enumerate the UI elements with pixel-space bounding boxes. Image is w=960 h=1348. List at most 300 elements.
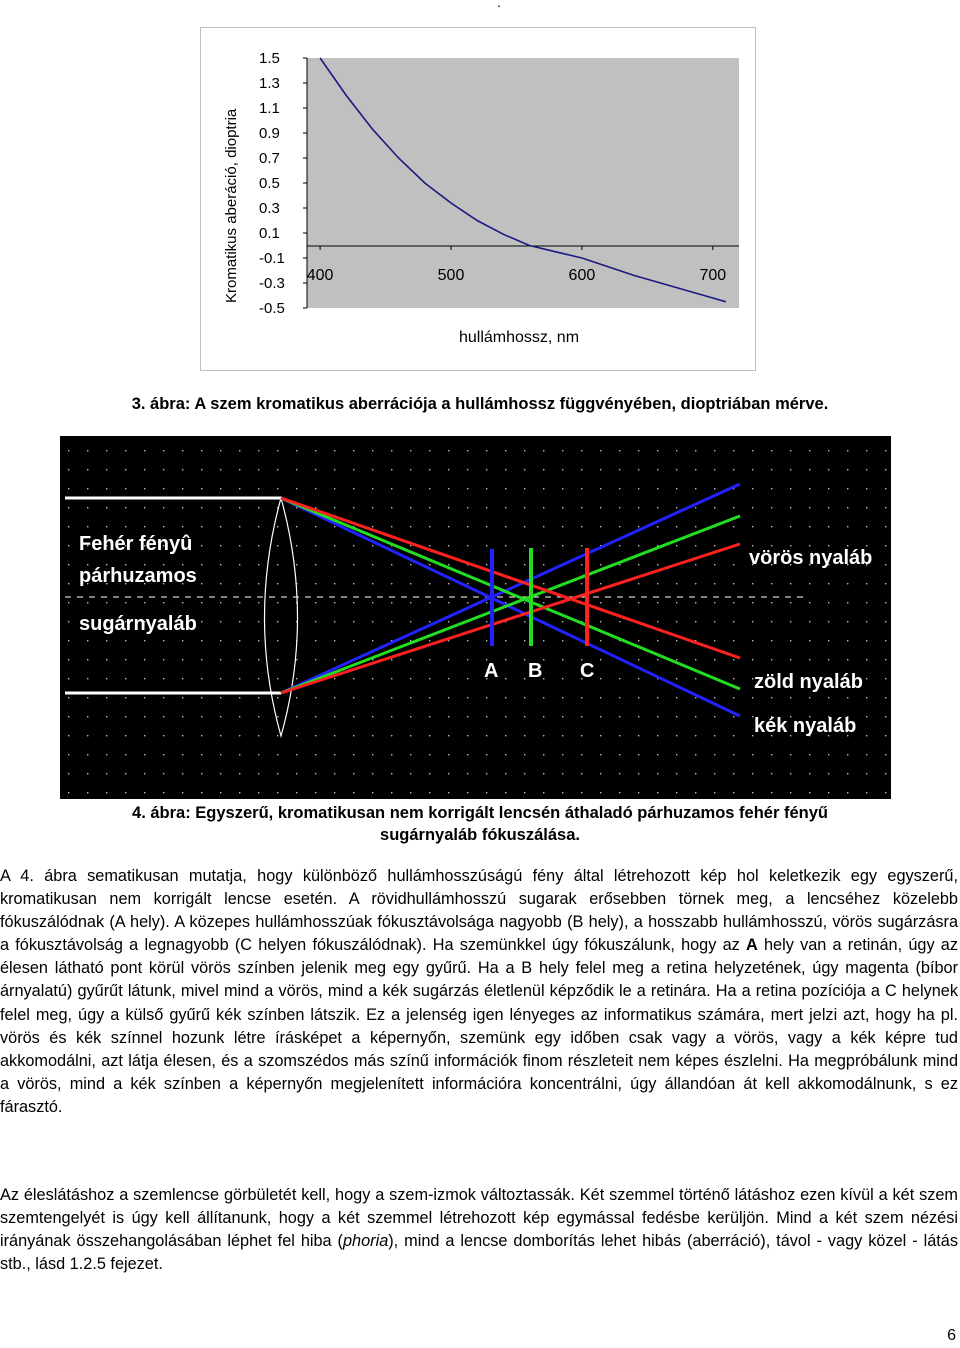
grid-dot [182,507,183,508]
grid-dot [847,488,848,489]
grid-dot [600,602,601,603]
grid-dot [562,469,563,470]
grid-dot [353,545,354,546]
grid-dot [125,507,126,508]
grid-dot [448,697,449,698]
grid-dot [163,507,164,508]
grid-dot [258,792,259,793]
grid-dot [524,564,525,565]
grid-dot [372,545,373,546]
grid-dot [68,697,69,698]
grid-dot [277,716,278,717]
grid-dot [562,754,563,755]
grid-dot [258,754,259,755]
grid-dot [448,488,449,489]
grid-dot [163,640,164,641]
grid-dot [600,526,601,527]
grid-dot [220,735,221,736]
grid-dot [581,545,582,546]
grid-dot [486,640,487,641]
grid-dot [638,773,639,774]
grid-dot [714,640,715,641]
grid-dot [771,450,772,451]
grid-dot [410,735,411,736]
grid-dot [524,716,525,717]
grid-dot [638,488,639,489]
grid-dot [752,488,753,489]
grid-dot [163,450,164,451]
grid-dot [201,602,202,603]
grid-dot [714,792,715,793]
grid-dot [619,678,620,679]
grid-dot [201,716,202,717]
grid-dot [429,773,430,774]
grid-dot [163,678,164,679]
grid-dot [429,697,430,698]
grid-dot [296,792,297,793]
grid-dot [125,773,126,774]
grid-dot [448,564,449,565]
grid-dot [220,450,221,451]
grid-dot [106,735,107,736]
grid-dot [771,469,772,470]
grid-dot [68,773,69,774]
grid-dot [505,564,506,565]
grid-dot [353,697,354,698]
grid-dot [277,640,278,641]
grid-dot [277,564,278,565]
grid-dot [676,697,677,698]
grid-dot [410,450,411,451]
grid-dot [448,773,449,774]
grid-dot [239,602,240,603]
grid-dot [847,507,848,508]
grid-dot [429,602,430,603]
grid-dot [315,697,316,698]
grid-dot [258,488,259,489]
grid-dot [163,754,164,755]
grid-dot [866,735,867,736]
grid-dot [714,773,715,774]
x-tick-label: 700 [699,267,727,284]
grid-dot [752,469,753,470]
grid-dot [467,716,468,717]
grid-dot [372,678,373,679]
grid-dot [144,716,145,717]
grid-dot [315,583,316,584]
grid-dot [68,469,69,470]
grid-dot [315,450,316,451]
grid-dot [315,564,316,565]
grid-dot [486,545,487,546]
grid-dot [847,469,848,470]
grid-dot [505,659,506,660]
grid-dot [296,697,297,698]
grid-dot [87,697,88,698]
grid-dot [828,507,829,508]
grid-dot [277,583,278,584]
grid-dot [543,716,544,717]
grid-dot [467,678,468,679]
grid-dot [410,697,411,698]
grid-dot [182,450,183,451]
grid-dot [695,735,696,736]
grid-dot [144,678,145,679]
grid-dot [771,602,772,603]
label-white-line3: sugárnyaláb [79,613,197,635]
grid-dot [885,545,886,546]
lens-diagram [60,436,891,799]
grid-dot [619,526,620,527]
grid-dot [828,488,829,489]
figure-4-caption-line2: sugárnyaláb fókuszálása. [380,826,580,844]
grid-dot [600,507,601,508]
grid-dot [125,697,126,698]
grid-dot [220,716,221,717]
grid-dot [144,507,145,508]
grid-dot [258,564,259,565]
grid-dot [505,640,506,641]
grid-dot [410,754,411,755]
grid-dot [410,602,411,603]
grid-dot [334,659,335,660]
y-tick-label: 0.1 [259,225,280,242]
grid-dot [543,792,544,793]
grid-dot [448,678,449,679]
grid-dot [600,697,601,698]
grid-dot [125,526,126,527]
y-axis-label: Kromatikus aberáció, dioptria [223,108,240,303]
grid-dot [334,545,335,546]
grid-dot [372,583,373,584]
grid-dot [790,754,791,755]
grid-dot [600,773,601,774]
grid-dot [239,716,240,717]
grid-dot [714,754,715,755]
grid-dot [790,450,791,451]
grid-dot [828,640,829,641]
grid-dot [296,564,297,565]
grid-dot [391,564,392,565]
p2-run: ), mind a lencse domborítás lehet hibás (aberráció), távol - vagy közel - látás stb., lásd 1.2.5 fejezet. [0,1232,958,1274]
grid-dot [771,697,772,698]
grid-dot [486,735,487,736]
grid-dot [676,678,677,679]
grid-dot [505,545,506,546]
grid-dot [676,792,677,793]
grid-dot [524,735,525,736]
grid-dot [277,735,278,736]
grid-dot [866,678,867,679]
grid-dot [638,564,639,565]
grid-dot [144,754,145,755]
grid-dot [676,735,677,736]
grid-dot [163,735,164,736]
grid-dot [676,754,677,755]
grid-dot [581,488,582,489]
x-axis-label: hullámhossz, nm [458,329,580,346]
grid-dot [657,716,658,717]
grid-dot [334,678,335,679]
grid-dot [771,488,772,489]
grid-dot [106,602,107,603]
grid-dot [410,659,411,660]
point-b-label: B [528,660,543,682]
grid-dot [885,469,886,470]
grid-dot [809,488,810,489]
grid-dot [182,469,183,470]
grid-dot [543,754,544,755]
grid-dot [429,526,430,527]
grid-dot [429,659,430,660]
grid-dot [467,640,468,641]
grid-dot [144,526,145,527]
grid-dot [163,659,164,660]
grid-dot [581,754,582,755]
grid-dot [239,792,240,793]
grid-dot [429,754,430,755]
grid-dot [562,792,563,793]
grid-dot [790,526,791,527]
grid-dot [372,450,373,451]
grid-dot [581,583,582,584]
grid-dot [391,526,392,527]
grid-dot [353,621,354,622]
grid-dot [87,716,88,717]
grid-dot [334,469,335,470]
grid-dot [410,621,411,622]
grid-dot [828,621,829,622]
grid-dot [714,659,715,660]
grid-dot [828,450,829,451]
grid-dot [258,469,259,470]
grid-dot [562,621,563,622]
grid-dot [619,621,620,622]
grid-dot [809,773,810,774]
grid-dot [334,488,335,489]
grid-dot [429,735,430,736]
grid-dot [714,602,715,603]
grid-dot [372,792,373,793]
grid-dot [467,659,468,660]
grid-dot [277,754,278,755]
body-paragraph-1 [0,865,958,1119]
grid-dot [258,621,259,622]
grid-dot [524,602,525,603]
grid-dot [106,450,107,451]
grid-dot [657,754,658,755]
grid-dot [68,621,69,622]
grid-dot [543,507,544,508]
grid-dot [828,792,829,793]
grid-dot [144,488,145,489]
grid-dot [809,469,810,470]
grid-dot [106,716,107,717]
grid-dot [733,469,734,470]
grid-dot [733,526,734,527]
grid-dot [695,450,696,451]
grid-dot [334,754,335,755]
grid-dot [182,754,183,755]
grid-dot [752,697,753,698]
grid-dot [733,659,734,660]
grid-dot [429,488,430,489]
grid-dot [809,640,810,641]
grid-dot [828,469,829,470]
point-a-label: A [484,660,499,682]
grid-dot [258,697,259,698]
grid-dot [144,735,145,736]
grid-dot [505,773,506,774]
y-tick-label: 1.3 [259,75,280,92]
grid-dot [201,773,202,774]
grid-dot [695,754,696,755]
grid-dot [87,507,88,508]
label-white-line1: Fehér fényû [79,533,193,555]
grid-dot [600,792,601,793]
grid-dot [847,659,848,660]
grid-dot [809,792,810,793]
grid-dot [106,773,107,774]
grid-dot [695,773,696,774]
grid-dot [258,659,259,660]
p2-run: Az éleslátáshoz a szemlencse görbületét kell, hogy a szem-izmok változtassák. Két szemmel történő látáshoz ezen kívül a két szem szemtengelyét is úgy kell állítanunk, hogy a két szemmel létrehozott kép egymással fedésbe kerüljön. Mind a két szem nézési irányának összehangolásában léphet fel hiba ( [0,1186,958,1251]
grid-dot [657,583,658,584]
grid-dot [771,754,772,755]
x-tick-label: 500 [437,267,465,284]
p2-run-italic: phoria [342,1232,389,1251]
grid-dot [429,678,430,679]
grid-dot [562,640,563,641]
grid-dot [714,488,715,489]
p1-run-bold: A [746,936,758,955]
grid-dot [847,697,848,698]
grid-dot [543,659,544,660]
grid-dot [505,507,506,508]
grid-dot [277,659,278,660]
grid-dot [220,526,221,527]
grid-dot [372,564,373,565]
grid-dot [410,488,411,489]
grid-dot [733,564,734,565]
grid-dot [448,450,449,451]
grid-dot [353,602,354,603]
grid-dot [258,716,259,717]
grid-dot [410,545,411,546]
grid-dot [638,735,639,736]
grid-dot [619,697,620,698]
grid-dot [258,526,259,527]
grid-dot [885,716,886,717]
grid-dot [372,735,373,736]
grid-dot [429,507,430,508]
grid-dot [562,507,563,508]
grid-dot [391,792,392,793]
grid-dot [866,640,867,641]
grid-dot [638,507,639,508]
grid-dot [277,697,278,698]
grid-dot [695,621,696,622]
grid-dot [334,621,335,622]
grid-dot [220,488,221,489]
grid-dot [638,526,639,527]
grid-dot [619,564,620,565]
x-tick-label: 600 [568,267,596,284]
grid-dot [182,678,183,679]
grid-dot [410,583,411,584]
grid-dot [220,469,221,470]
grid-dot [733,678,734,679]
grid-dot [505,754,506,755]
grid-dot [258,545,259,546]
grid-dot [885,450,886,451]
grid-dot [296,469,297,470]
grid-dot [467,545,468,546]
grid-dot [239,450,240,451]
grid-dot [296,716,297,717]
grid-dot [657,659,658,660]
grid-dot [144,659,145,660]
grid-dot [163,716,164,717]
grid-dot [676,640,677,641]
grid-dot [714,545,715,546]
grid-dot [695,564,696,565]
grid-dot [334,773,335,774]
grid-dot [372,469,373,470]
grid-dot [885,507,886,508]
grid-dot [790,792,791,793]
grid-dot [714,621,715,622]
grid-dot [163,792,164,793]
grid-dot [296,659,297,660]
grid-dot [391,450,392,451]
grid-dot [790,583,791,584]
grid-dot [562,488,563,489]
grid-dot [467,526,468,527]
grid-dot [467,583,468,584]
grid-dot [163,697,164,698]
grid-dot [638,678,639,679]
grid-dot [505,583,506,584]
grid-dot [410,507,411,508]
grid-dot [809,659,810,660]
grid-dot [752,507,753,508]
grid-dot [182,526,183,527]
y-tick-label: -0.3 [259,275,285,292]
grid-dot [391,678,392,679]
grid-dot [258,735,259,736]
grid-dot [847,450,848,451]
grid-dot [429,621,430,622]
grid-dot [391,621,392,622]
grid-dot [562,716,563,717]
y-tick-label: 1.1 [259,100,280,117]
grid-dot [277,792,278,793]
grid-dot [581,697,582,698]
grid-dot [638,469,639,470]
grid-dot [163,469,164,470]
grid-dot [885,792,886,793]
grid-dot [448,583,449,584]
grid-dot [182,697,183,698]
grid-dot [429,583,430,584]
grid-dot [752,792,753,793]
grid-dot [524,469,525,470]
grid-dot [239,640,240,641]
grid-dot [391,735,392,736]
grid-dot [68,792,69,793]
grid-dot [581,773,582,774]
